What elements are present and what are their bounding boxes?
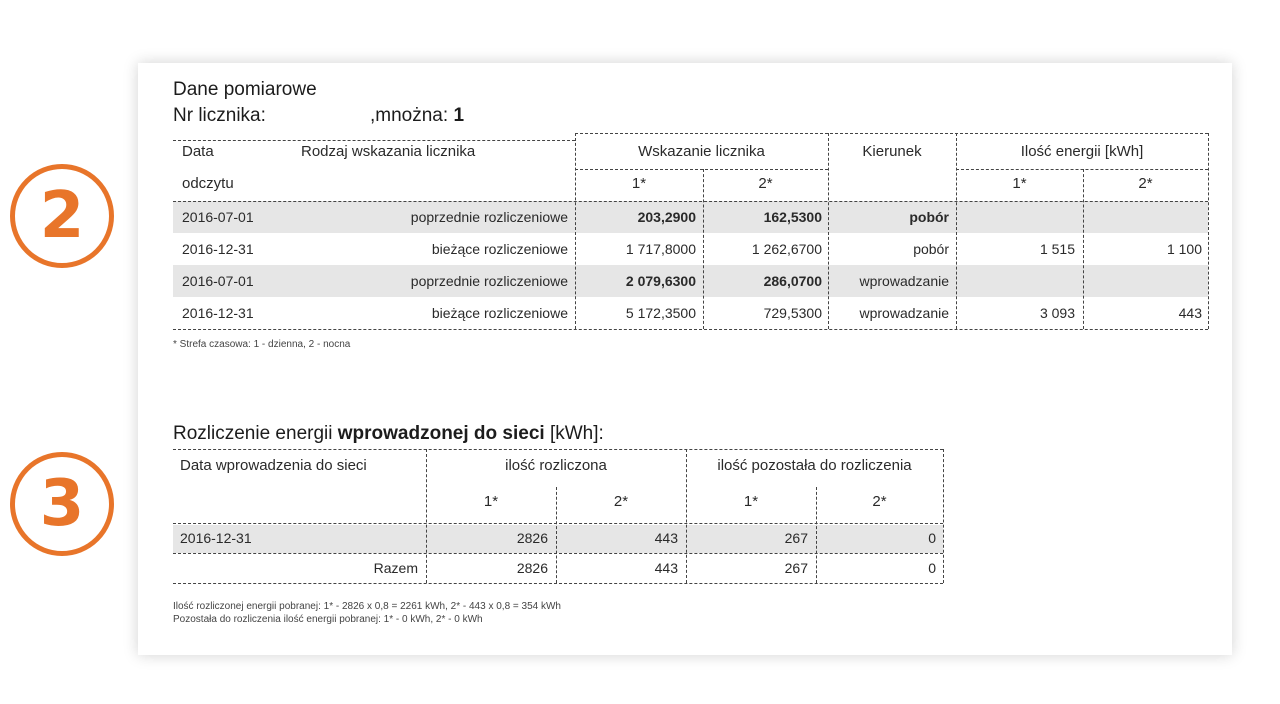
row1-date: 2016-07-01	[182, 209, 254, 225]
row2-direction: pobór	[913, 241, 949, 257]
settlement-title	[173, 423, 604, 445]
table-line	[943, 449, 944, 583]
col-remaining-header: ilość pozostała do rozliczenia	[717, 457, 912, 474]
settle-row1-label: 2016-12-31	[180, 530, 252, 546]
col-settled-zone1: 1*	[483, 493, 499, 510]
row2-reading1: 1 717,8000	[625, 241, 696, 257]
row3-type: poprzednie rozliczeniowe	[410, 273, 568, 289]
row2-energy1: 1 515	[1039, 241, 1075, 257]
table-line	[173, 140, 575, 141]
settle-row1-p2: 0	[928, 530, 936, 546]
row3-reading1: 2 079,6300	[625, 273, 696, 289]
col-energy-zone2: 2*	[1138, 175, 1153, 192]
remaining-energy-note: Pozostała do rozliczenia ilość energii pobranej: 1* - 0 kWh, 2* - 0 kWh	[173, 614, 483, 625]
row2-type: bieżące rozliczeniowe	[431, 241, 568, 257]
table-line	[956, 133, 957, 329]
settlement-title-regular: Rozliczenie energii	[173, 423, 338, 444]
settle-total-p1: 267	[784, 560, 808, 576]
col-energy-zone1: 1*	[1012, 175, 1027, 192]
settlement-title-bold: wprowadzonej do sieci	[337, 423, 545, 444]
settlement-title-unit: [kWh]:	[544, 423, 604, 444]
col-direction-header: Kierunek	[862, 143, 922, 160]
multiplier-value: 1	[453, 105, 465, 126]
row2-reading2: 1 262,6700	[751, 241, 822, 257]
col-settled-zone2: 2*	[613, 493, 629, 510]
multiplier-label-text: ,mnożna:	[370, 105, 449, 126]
row3-direction: wprowadzanie	[859, 273, 949, 289]
col-reading-type-header: Rodzaj wskazania licznika	[301, 143, 476, 160]
table-line	[173, 553, 943, 554]
settle-total-label: Razem	[373, 560, 418, 576]
step-2-badge: 2	[10, 164, 114, 268]
table-line	[173, 523, 943, 524]
col-date-header: Data	[182, 143, 214, 160]
row1-reading2: 162,5300	[763, 209, 822, 225]
table-line	[173, 449, 943, 450]
settle-total-s1: 2826	[516, 560, 548, 576]
col-feed-date-header: Data wprowadzenia do sieci	[180, 457, 367, 474]
table-line	[1083, 169, 1084, 329]
row4-energy1: 3 093	[1039, 305, 1075, 321]
settle-row1-s2: 443	[654, 530, 678, 546]
step-3-badge: 3	[10, 452, 114, 556]
table-line	[173, 583, 943, 584]
row4-direction: wprowadzanie	[859, 305, 949, 321]
row1-type: poprzednie rozliczeniowe	[410, 209, 568, 225]
meter-number-label: Nr licznika:	[173, 105, 266, 126]
col-remaining-zone1: 1*	[743, 493, 759, 510]
col-settled-header: ilość rozliczona	[505, 457, 607, 474]
settle-row1-s1: 2826	[516, 530, 548, 546]
meter-data-title: Dane pomiarowe	[173, 79, 317, 100]
row2-energy2: 1 100	[1166, 241, 1202, 257]
scanned-document	[138, 63, 1232, 655]
col-reading-zone1: 1*	[631, 175, 647, 192]
col-date-header-line2: odczytu	[182, 175, 234, 192]
settle-total-p2: 0	[928, 560, 936, 576]
row3-reading2: 286,0700	[763, 273, 822, 289]
table-line	[828, 133, 829, 329]
row4-energy2: 443	[1178, 305, 1202, 321]
row2-date: 2016-12-31	[182, 241, 254, 257]
table-line	[956, 169, 1208, 170]
settle-total-s2: 443	[654, 560, 678, 576]
row4-reading1: 5 172,3500	[625, 305, 696, 321]
time-zone-footnote: * Strefa czasowa: 1 - dzienna, 2 - nocna	[173, 339, 351, 350]
table-line	[173, 201, 1208, 202]
col-remaining-zone2: 2*	[872, 493, 887, 510]
multiplier-label	[370, 105, 464, 127]
row1-reading1: 203,2900	[637, 209, 696, 225]
table-line	[575, 169, 828, 170]
table-line	[703, 169, 704, 329]
table-line	[575, 133, 1208, 134]
row4-reading2: 729,5300	[763, 305, 822, 321]
row4-type: bieżące rozliczeniowe	[431, 305, 568, 321]
table-line	[173, 329, 1208, 330]
col-reading-zone2: 2*	[758, 175, 773, 192]
row3-date: 2016-07-01	[182, 273, 254, 289]
table-line	[575, 133, 576, 329]
row4-date: 2016-12-31	[182, 305, 254, 321]
settled-energy-note: Ilość rozliczonej energii pobranej: 1* - 2826 x 0,8 = 2261 kWh, 2* - 443 x 0,8 = 354 kWh	[173, 601, 561, 612]
row1-direction: pobór	[909, 209, 949, 225]
col-meter-reading-header: Wskazanie licznika	[638, 143, 765, 160]
table-line	[1208, 133, 1209, 329]
col-energy-header: Ilość energii [kWh]	[1020, 143, 1144, 160]
settle-row1-p1: 267	[784, 530, 808, 546]
